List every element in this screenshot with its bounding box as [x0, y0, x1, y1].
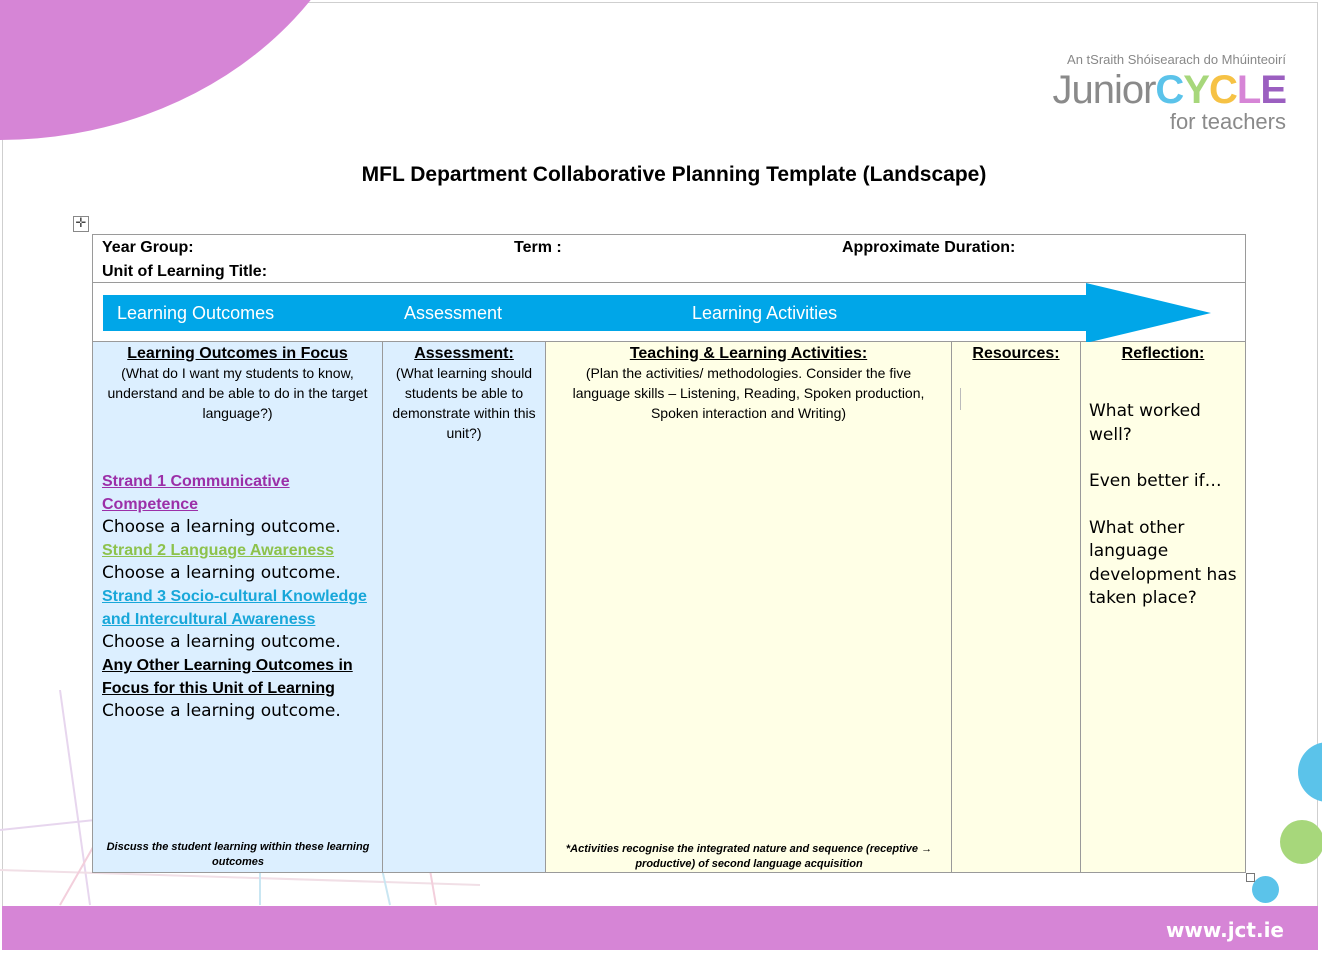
outcomes-body [102, 470, 377, 723]
strand2-link[interactable]: Strand 2 Language Awareness [102, 542, 335, 559]
logo-cycle-letter: L [1236, 68, 1261, 112]
column-resources[interactable] [952, 342, 1081, 872]
unit-title-label[interactable]: Unit of Learning Title: [102, 263, 268, 280]
activities-subtext: (Plan the activities/ methodologies. Consider the five language skills – Listening, Reading, Spoken production, Spoken interaction and Writing) [572, 365, 925, 421]
table-resize-handle[interactable] [1246, 873, 1255, 882]
strand3-choose-dropdown[interactable]: Choose a learning outcome. [102, 632, 341, 652]
year-group-label[interactable]: Year Group: [102, 239, 194, 256]
reflection-prompts [1089, 400, 1239, 634]
other-choose-dropdown[interactable]: Choose a learning outcome. [102, 701, 341, 721]
term-label[interactable]: Term : [514, 239, 562, 256]
bubble-green [1280, 820, 1322, 864]
jct-logo [1052, 52, 1286, 135]
resources-heading: Resources: [972, 345, 1060, 362]
arrow-label-assessment: Assessment [404, 303, 503, 323]
assessment-heading: Assessment: [414, 345, 514, 362]
footer-bar [2, 906, 1318, 950]
logo-wordmark [1052, 67, 1286, 113]
strand3-link[interactable]: Strand 3 Socio-cultural Knowledge and Intercultural Awareness [102, 588, 367, 628]
footer-url-link[interactable]: www.jct.ie [1165, 918, 1284, 942]
reflection-q2: Even better if… [1089, 471, 1222, 491]
other-outcomes-heading: Any Other Learning Outcomes in Focus for this Unit of Learning [102, 657, 353, 697]
strand1-choose-dropdown[interactable]: Choose a learning outcome. [102, 517, 341, 537]
outcomes-note: Discuss the student learning within these learning outcomes [106, 841, 370, 868]
logo-tagline: An tSraith Shóisearach do Mhúinteoirí [1067, 52, 1286, 67]
logo-cycle-letter: C [1155, 68, 1184, 112]
activities-heading: Teaching & Learning Activities: [629, 345, 868, 362]
text-cursor [960, 388, 961, 410]
duration-label[interactable]: Approximate Duration: [842, 239, 1016, 256]
table-move-handle-icon[interactable]: ✛ [73, 216, 89, 232]
logo-cycle [1155, 68, 1286, 112]
reflection-heading: Reflection: [1121, 345, 1205, 362]
logo-cycle-letter: Y [1183, 68, 1209, 112]
arrow-label-activities: Learning Activities [692, 303, 838, 323]
arrow-label-outcomes: Learning Outcomes [117, 303, 275, 323]
column-assessment[interactable] [383, 342, 546, 872]
strand2-choose-dropdown[interactable]: Choose a learning outcome. [102, 563, 341, 583]
logo-subtitle: for teachers [1169, 109, 1286, 134]
logo-cycle-letter: E [1260, 68, 1286, 112]
logo-junior: Junior [1052, 68, 1156, 112]
process-arrow-row [93, 283, 1245, 342]
outcomes-heading: Learning Outcomes in Focus [127, 345, 348, 362]
column-activities[interactable] [546, 342, 952, 872]
bubble-blue-small [1252, 876, 1279, 903]
assessment-subtext: (What learning should students be able to demonstrate within this unit?) [392, 365, 536, 441]
planning-table [92, 234, 1246, 873]
strand1-link[interactable]: Strand 1 Communicative Competence [102, 473, 290, 513]
reflection-q1: What worked well? [1089, 401, 1201, 445]
reflection-q3: What other language development has taken place? [1089, 517, 1237, 608]
column-learning-outcomes[interactable] [93, 342, 383, 872]
document-title: MFL Department Collaborative Planning Template (Landscape) [361, 163, 987, 186]
table-header-row [93, 235, 1245, 283]
activities-note: *Activities recognise the integrated nature and sequence (receptive → productive) of second language acquisition [565, 843, 933, 870]
column-reflection[interactable] [1081, 342, 1245, 872]
outcomes-subtext: (What do I want my students to know, understand and be able to do in the target language?) [107, 365, 368, 421]
logo-cycle-letter: C [1208, 68, 1237, 112]
